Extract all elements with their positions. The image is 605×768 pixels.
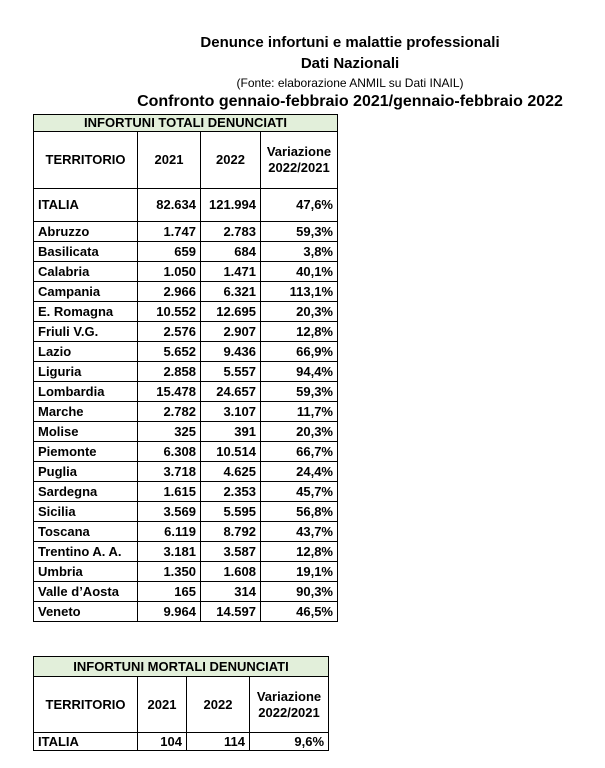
- value-2022-cell: 2.783: [201, 222, 261, 242]
- territorio-cell: Lazio: [34, 342, 138, 362]
- table-row: [34, 302, 338, 322]
- variazione-cell: 3,8%: [261, 242, 338, 262]
- value-2021-cell: 10.552: [138, 302, 201, 322]
- value-2021-cell: 1.747: [138, 222, 201, 242]
- value-2022-cell: 24.657: [201, 382, 261, 402]
- territorio-cell: Marche: [34, 402, 138, 422]
- column-header-2022: 2022: [201, 132, 261, 189]
- value-2021-cell: 3.569: [138, 502, 201, 522]
- variazione-cell: 40,1%: [261, 262, 338, 282]
- territorio-cell: Trentino A. A.: [34, 542, 138, 562]
- territorio-cell: Valle d’Aosta: [34, 582, 138, 602]
- table-row: [34, 322, 338, 342]
- value-2022-cell: 12.695: [201, 302, 261, 322]
- territorio-cell: Toscana: [34, 522, 138, 542]
- territorio-cell: Puglia: [34, 462, 138, 482]
- territorio-cell: Abruzzo: [34, 222, 138, 242]
- table-row: [34, 262, 338, 282]
- value-2022-cell: 314: [201, 582, 261, 602]
- variazione-cell: 12,8%: [261, 542, 338, 562]
- territorio-cell: Piemonte: [34, 442, 138, 462]
- value-2021-cell: 1.050: [138, 262, 201, 282]
- territorio-cell: Lombardia: [34, 382, 138, 402]
- value-2022-cell: 10.514: [201, 442, 261, 462]
- variazione-cell: 43,7%: [261, 522, 338, 542]
- variazione-cell: 46,5%: [261, 602, 338, 622]
- territorio-cell: Friuli V.G.: [34, 322, 138, 342]
- value-2022-cell: 8.792: [201, 522, 261, 542]
- document-title: Denunce infortuni e malattie professionali: [200, 34, 500, 51]
- territorio-cell: Campania: [34, 282, 138, 302]
- table-row: [34, 362, 338, 382]
- variazione-cell: 47,6%: [261, 189, 338, 222]
- infortuni-totali-table: [33, 114, 338, 622]
- variazione-cell: 90,3%: [261, 582, 338, 602]
- value-2022-cell: 684: [201, 242, 261, 262]
- variazione-cell: 20,3%: [261, 302, 338, 322]
- value-2021-cell: 1.615: [138, 482, 201, 502]
- value-2021-cell: 15.478: [138, 382, 201, 402]
- value-2022-cell: 9.436: [201, 342, 261, 362]
- value-2022-cell: 14.597: [201, 602, 261, 622]
- territorio-cell: E. Romagna: [34, 302, 138, 322]
- variazione-cell: 24,4%: [261, 462, 338, 482]
- value-2022-cell: 5.595: [201, 502, 261, 522]
- variazione-cell: 59,3%: [261, 222, 338, 242]
- column-header-2021: 2021: [138, 677, 187, 733]
- section-header-row: [34, 115, 338, 132]
- territorio-cell: Molise: [34, 422, 138, 442]
- variazione-cell: 94,4%: [261, 362, 338, 382]
- value-2021-cell: 104: [138, 733, 187, 751]
- table-row: [34, 542, 338, 562]
- table-row: [34, 462, 338, 482]
- table-row: [34, 522, 338, 542]
- section-title: INFORTUNI TOTALI DENUNCIATI: [34, 115, 338, 132]
- value-2022-cell: 6.321: [201, 282, 261, 302]
- comparison-heading: Confronto gennaio-febbraio 2021/gennaio-febbraio 2022: [137, 93, 563, 110]
- section-title: INFORTUNI MORTALI DENUNCIATI: [34, 657, 329, 677]
- variazione-cell: 59,3%: [261, 382, 338, 402]
- value-2022-cell: 3.587: [201, 542, 261, 562]
- territorio-cell: ITALIA: [34, 189, 138, 222]
- table-row: [34, 282, 338, 302]
- territorio-cell: Calabria: [34, 262, 138, 282]
- value-2022-cell: 1.608: [201, 562, 261, 582]
- column-header-2021: 2021: [138, 132, 201, 189]
- column-header-row: [34, 677, 329, 733]
- variazione-cell: 12,8%: [261, 322, 338, 342]
- value-2022-cell: 114: [187, 733, 250, 751]
- table-row: [34, 602, 338, 622]
- column-header-row: [34, 132, 338, 189]
- value-2022-cell: 5.557: [201, 362, 261, 382]
- column-header-variazione: Variazione 2022/2021: [250, 677, 329, 733]
- table-row: [34, 422, 338, 442]
- value-2022-cell: 1.471: [201, 262, 261, 282]
- value-2021-cell: 5.652: [138, 342, 201, 362]
- value-2022-cell: 121.994: [201, 189, 261, 222]
- variazione-cell: 11,7%: [261, 402, 338, 422]
- territorio-cell: Veneto: [34, 602, 138, 622]
- territorio-cell: Basilicata: [34, 242, 138, 262]
- table-row: [34, 342, 338, 362]
- territorio-cell: Sicilia: [34, 502, 138, 522]
- value-2022-cell: 391: [201, 422, 261, 442]
- table-row: [34, 482, 338, 502]
- variazione-cell: 19,1%: [261, 562, 338, 582]
- value-2021-cell: 2.782: [138, 402, 201, 422]
- value-2021-cell: 3.181: [138, 542, 201, 562]
- value-2021-cell: 3.718: [138, 462, 201, 482]
- territorio-cell: Sardegna: [34, 482, 138, 502]
- territorio-cell: Liguria: [34, 362, 138, 382]
- table-row: [34, 222, 338, 242]
- value-2022-cell: 4.625: [201, 462, 261, 482]
- value-2022-cell: 2.907: [201, 322, 261, 342]
- variazione-cell: 113,1%: [261, 282, 338, 302]
- territorio-cell: ITALIA: [34, 733, 138, 751]
- variazione-cell: 45,7%: [261, 482, 338, 502]
- column-header-territorio: TERRITORIO: [34, 132, 138, 189]
- value-2021-cell: 82.634: [138, 189, 201, 222]
- table-row: [34, 242, 338, 262]
- variazione-cell: 9,6%: [250, 733, 329, 751]
- table-row: [34, 562, 338, 582]
- value-2021-cell: 2.966: [138, 282, 201, 302]
- table-row: [34, 382, 338, 402]
- variazione-cell: 56,8%: [261, 502, 338, 522]
- table-row: [34, 442, 338, 462]
- variazione-cell: 66,9%: [261, 342, 338, 362]
- value-2021-cell: 165: [138, 582, 201, 602]
- value-2021-cell: 325: [138, 422, 201, 442]
- territorio-cell: Umbria: [34, 562, 138, 582]
- table-row-italia: [34, 733, 329, 751]
- variazione-cell: 20,3%: [261, 422, 338, 442]
- infortuni-mortali-table: [33, 656, 329, 751]
- table-row: [34, 582, 338, 602]
- value-2021-cell: 659: [138, 242, 201, 262]
- value-2021-cell: 2.858: [138, 362, 201, 382]
- value-2022-cell: 3.107: [201, 402, 261, 422]
- source-note: (Fonte: elaborazione ANMIL su Dati INAIL): [236, 76, 464, 90]
- document-subtitle: Dati Nazionali: [300, 55, 400, 72]
- value-2022-cell: 2.353: [201, 482, 261, 502]
- column-header-territorio: TERRITORIO: [34, 677, 138, 733]
- value-2021-cell: 9.964: [138, 602, 201, 622]
- column-header-variazione: Variazione 2022/2021: [261, 132, 338, 189]
- table-row: [34, 502, 338, 522]
- table-row: [34, 402, 338, 422]
- value-2021-cell: 6.308: [138, 442, 201, 462]
- table-row-italia: [34, 189, 338, 222]
- section-header-row: [34, 657, 329, 677]
- value-2021-cell: 1.350: [138, 562, 201, 582]
- variazione-cell: 66,7%: [261, 442, 338, 462]
- value-2021-cell: 2.576: [138, 322, 201, 342]
- value-2021-cell: 6.119: [138, 522, 201, 542]
- column-header-2022: 2022: [187, 677, 250, 733]
